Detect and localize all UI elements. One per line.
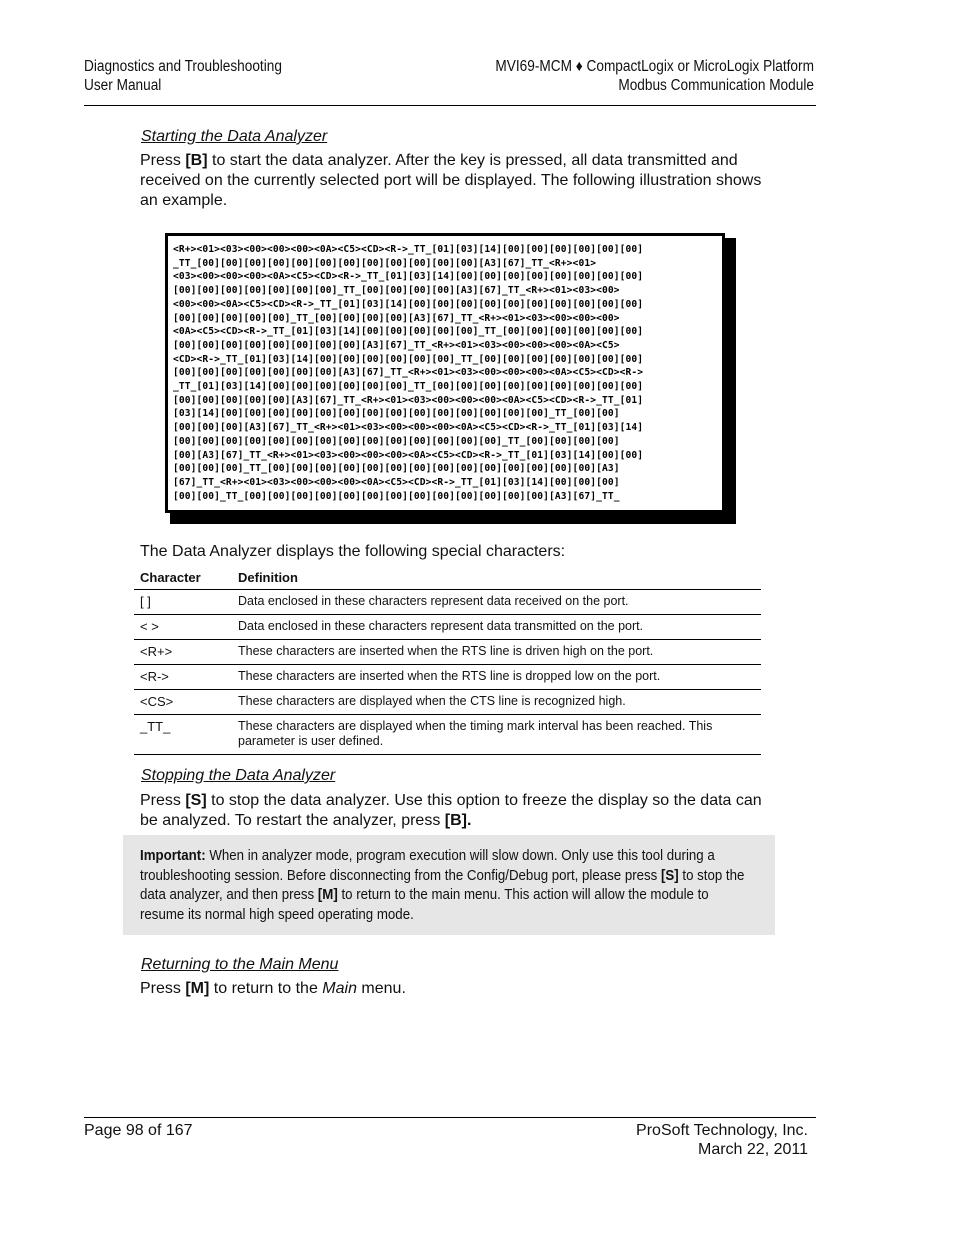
important-note-text: Important: When in analyzer mode, program execution will slow down. Only use this tool during a troubleshooting session. Before disconnecting from the Config/Debug port, please press [S] to stop the data analyzer, and then press [M] to return to the main menu. This action will allow the module to resume its normal high speed operating mode. (140, 847, 745, 923)
terminal-line: [67]_TT_<R+><01><03><00><00><00><0A><C5><CD><R->_TT_[01][03][14][00][00][00] (173, 476, 620, 488)
table-row (134, 690, 761, 715)
terminal-line: [00][00][00][00][00]_TT_[00][00][00][00][A3][67]_TT_<R+><01><03><00><00><00> (173, 312, 620, 324)
terminal-line: [00][00]_TT_[00][00][00][00][00][00][00][00][00][00][00][00][00][A3][67]_TT_ (173, 490, 620, 502)
terminal-line: <0A><C5><CD><R->_TT_[01][03][14][00][00][00][00][00]_TT_[00][00][00][00][00][00] (173, 326, 644, 338)
table-row (134, 615, 761, 640)
key-m: [M] (185, 980, 210, 997)
terminal-line: [00][00][00][00][00][00][00][00][00][00][00][00][00][00]_TT_[00][00][00][00] (173, 435, 620, 447)
terminal-line: [00][00][00]_TT_[00][00][00][00][00][00][00][00][00][00][00][00][00][00][A3] (173, 463, 620, 475)
character-cell: _TT_ (134, 715, 232, 755)
key-b: [B] (185, 152, 208, 169)
header-product: MVI69-MCM ♦ CompactLogix or MicroLogix Platform (495, 58, 814, 75)
header-divider (84, 105, 816, 106)
analyzer-output-screenshot (165, 233, 725, 513)
header-left (84, 57, 282, 95)
page-number: Page 98 of 167 (84, 1122, 193, 1139)
terminal-line: [00][00][00][00][00][00][00][00][A3][67]_TT_<R+><01><03><00><00><00><0A><C5> (173, 339, 620, 351)
character-cell: <R+> (134, 640, 232, 665)
terminal-line: [03][14][00][00][00][00][00][00][00][00][00][00][00][00][00][00]_TT_[00][00] (173, 408, 620, 420)
terminal-line: <CD><R->_TT_[01][03][14][00][00][00][00][00][00]_TT_[00][00][00][00][00][00][00] (173, 353, 644, 365)
header-module: Modbus Communication Module (618, 77, 814, 94)
terminal-line: [00][00][00][A3][67]_TT_<R+><01><03><00><00><00><0A><C5><CD><R->_TT_[01][03][14] (173, 422, 644, 434)
paragraph-starting: Press [B] to start the data analyzer. After the key is pressed, all data transmitted and received on the currently selected port will be displayed. The following illustration shows an example. (140, 152, 762, 209)
definition-cell: Data enclosed in these characters represent data transmitted on the port. (232, 615, 761, 640)
definition-cell: These characters are inserted when the RTS line is dropped low on the port. (232, 665, 761, 690)
paragraph-stopping: Press [S] to stop the data analyzer. Use this option to freeze the display so the data can be analyzed. To restart the analyzer, press [B]. (140, 792, 762, 829)
definition-cell: These characters are displayed when the timing mark interval has been reached. This parameter is user defined. (232, 715, 761, 755)
character-cell: <CS> (134, 690, 232, 715)
terminal-line: [00][00][00][00][00][00][00][A3][67]_TT_<R+><01><03><00><00><00><0A><C5><CD><R-> (173, 367, 644, 379)
footer-company: ProSoft Technology, Inc. (636, 1122, 808, 1139)
header-doc-type: User Manual (84, 77, 162, 94)
table-row (134, 590, 761, 615)
column-header-character: Character (134, 566, 232, 590)
character-cell: < > (134, 615, 232, 640)
important-note-box (123, 835, 775, 935)
special-characters-table (134, 566, 761, 755)
character-cell: [ ] (134, 590, 232, 615)
definition-cell: Data enclosed in these characters represent data received on the port. (232, 590, 761, 615)
terminal-line: _TT_[01][03][14][00][00][00][00][00][00]_TT_[00][00][00][00][00][00][00][00][00] (173, 381, 644, 393)
footer-right (636, 1121, 808, 1159)
important-label: Important: (140, 847, 206, 864)
terminal-line: _TT_[00][00][00][00][00][00][00][00][00][00][00][00][A3][67]_TT_<R+><01> (173, 257, 597, 269)
table-row (134, 640, 761, 665)
character-cell: <R-> (134, 665, 232, 690)
analyzer-output-text (173, 243, 717, 503)
paragraph-returning: Press [M] to return to the Main menu. (140, 980, 406, 997)
definition-cell: These characters are inserted when the RTS line is driven high on the port. (232, 640, 761, 665)
terminal-line: <03><00><00><00><0A><C5><CD><R->_TT_[01][03][14][00][00][00][00][00][00][00][00] (173, 271, 644, 283)
section-title-starting: Starting the Data Analyzer (141, 128, 328, 145)
definition-cell: These characters are displayed when the CTS line is recognized high. (232, 690, 761, 715)
section-title-returning: Returning to the Main Menu (141, 956, 339, 973)
header-right (495, 57, 814, 95)
terminal-line: <00><00><0A><C5><CD><R->_TT_[01][03][14][00][00][00][00][00][00][00][00][00][00] (173, 298, 644, 310)
terminal-line: [00][00][00][00][00][A3][67]_TT_<R+><01><03><00><00><00><0A><C5><CD><R->_TT_[01] (173, 394, 644, 406)
section-title-stopping: Stopping the Data Analyzer (141, 767, 336, 784)
footer-date: March 22, 2011 (698, 1141, 808, 1158)
key-s: [S] (185, 792, 207, 809)
key-b-restart: [B]. (444, 812, 472, 829)
table-header-row (134, 566, 761, 590)
terminal-line: [00][A3][67]_TT_<R+><01><03><00><00><00><0A><C5><CD><R->_TT_[01][03][14][00][00] (173, 449, 644, 461)
special-characters-intro: The Data Analyzer displays the following special characters: (140, 543, 566, 560)
terminal-line: [00][00][00][00][00][00][00]_TT_[00][00][00][00][A3][67]_TT_<R+><01><03><00> (173, 285, 620, 297)
header-section-title: Diagnostics and Troubleshooting (84, 58, 282, 75)
table-row (134, 715, 761, 755)
footer-divider (84, 1117, 816, 1118)
table-row (134, 665, 761, 690)
column-header-definition: Definition (232, 566, 761, 590)
terminal-line: <R+><01><03><00><00><00><0A><C5><CD><R->_TT_[01][03][14][00][00][00][00][00][00] (173, 244, 644, 255)
